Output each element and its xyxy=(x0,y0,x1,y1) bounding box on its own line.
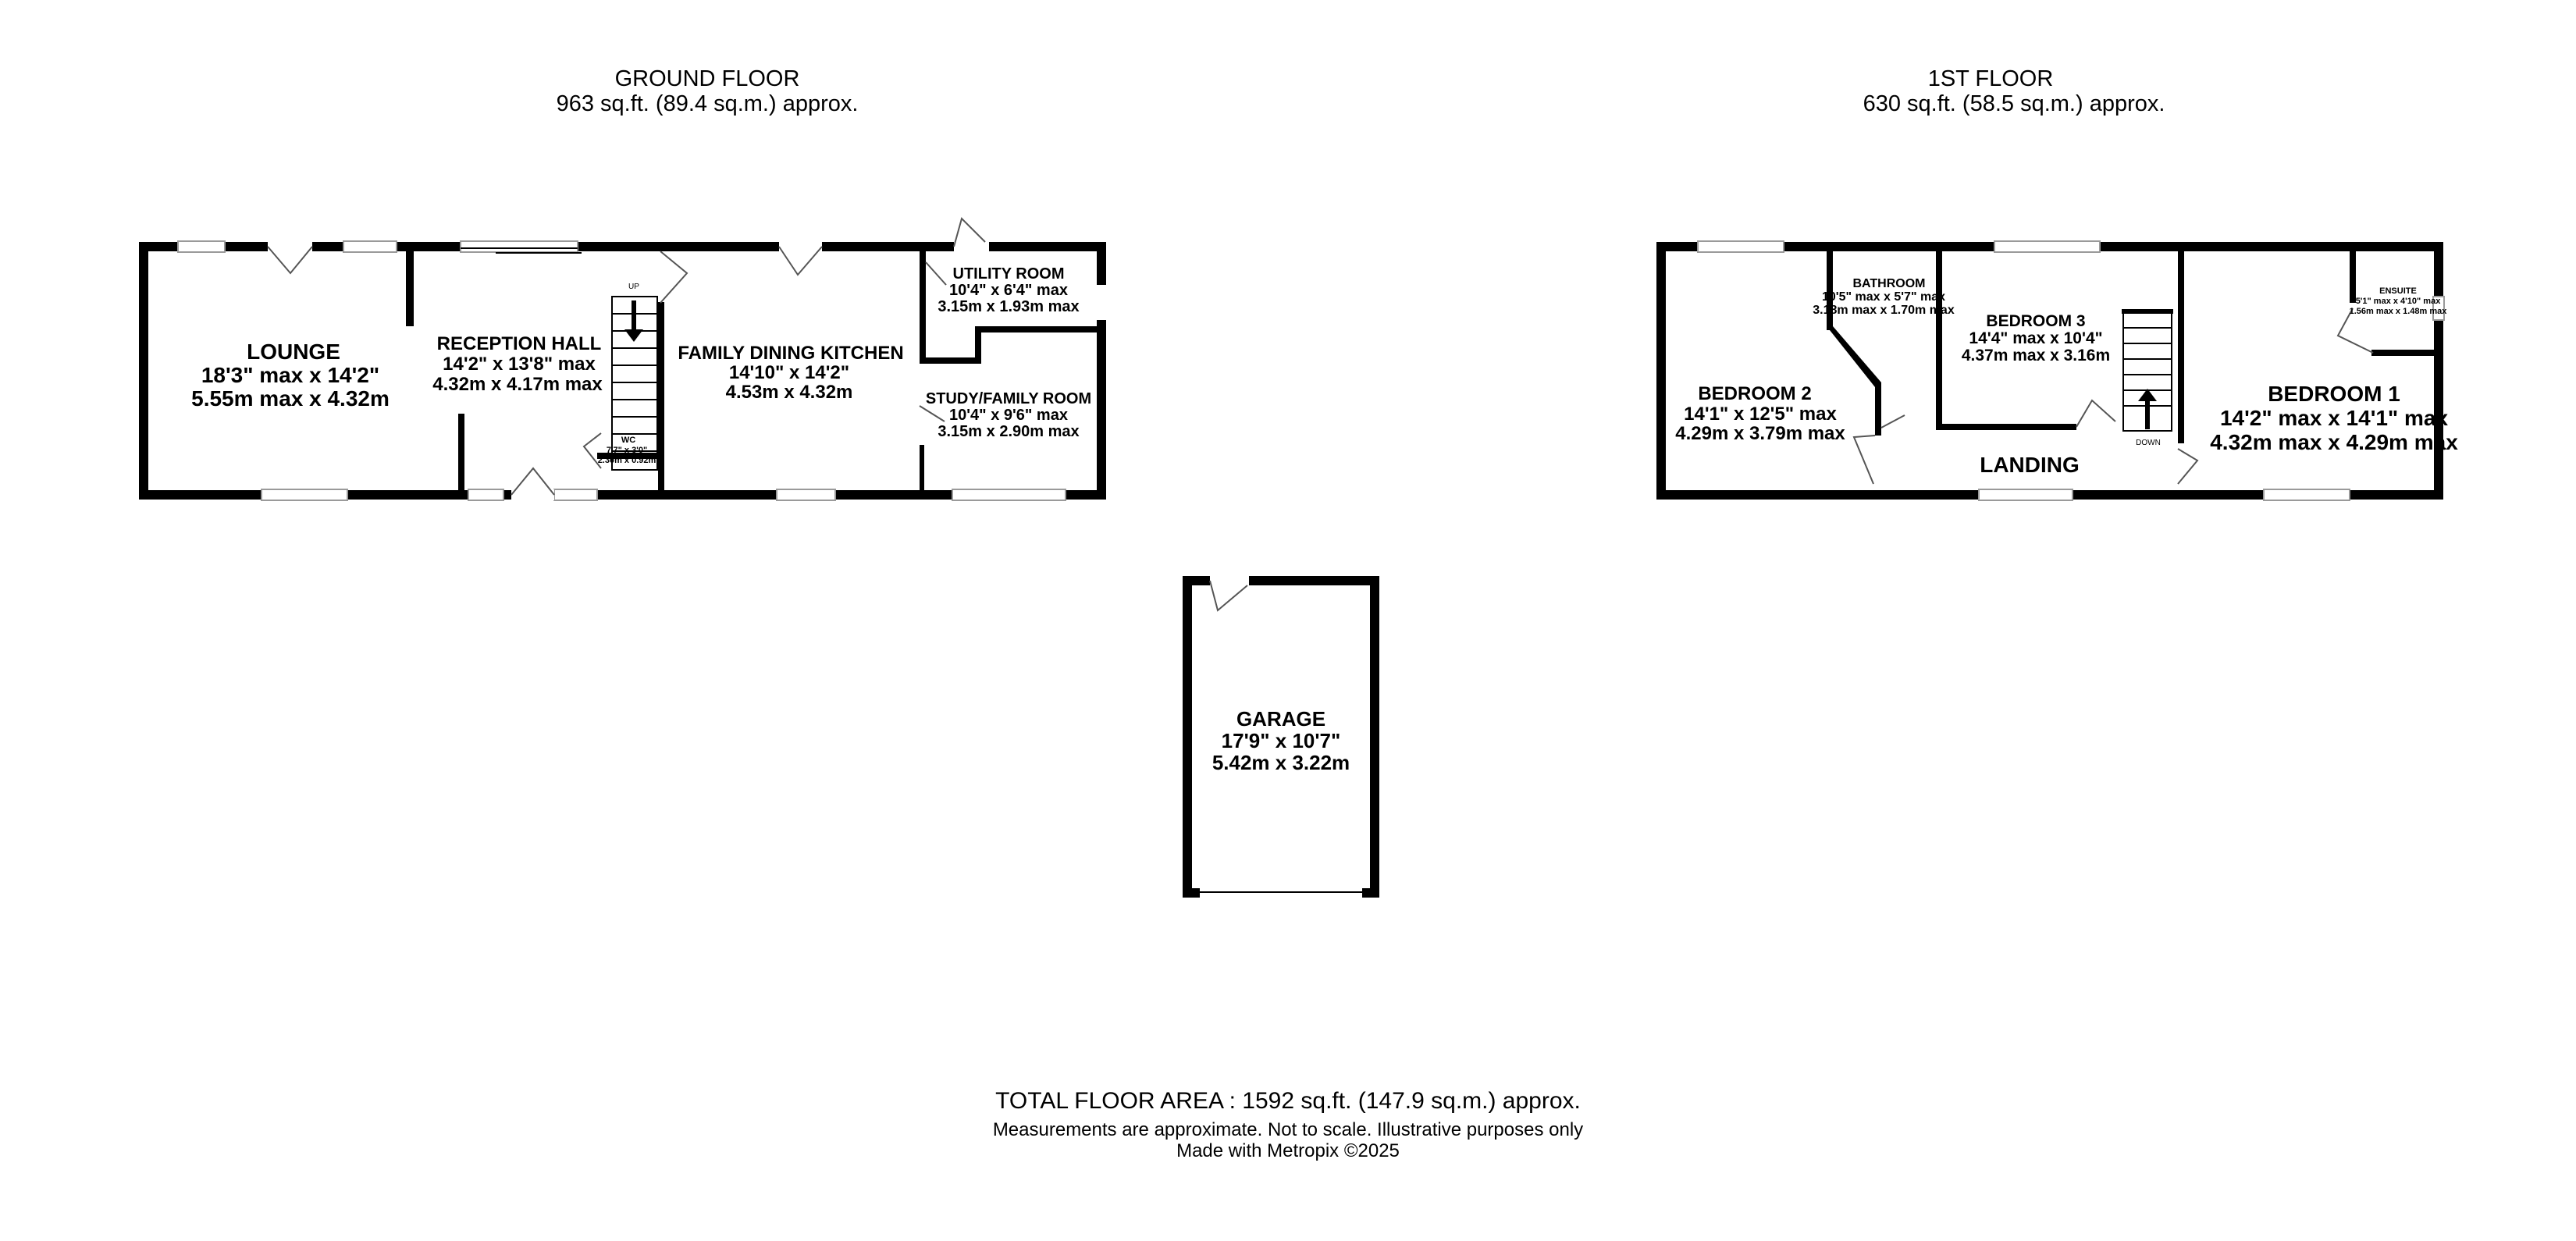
reception-hall-metric: 4.32m x 4.17m max xyxy=(432,374,603,395)
study-name: STUDY/FAMILY ROOM xyxy=(925,390,1092,407)
room-utility xyxy=(938,265,1079,315)
bathroom-name: BATHROOM xyxy=(1852,277,1926,290)
first-floor-plan xyxy=(1656,241,2458,500)
bedroom2-metric: 4.29m x 3.79m max xyxy=(1675,423,1845,444)
kitchen-metric: 4.53m x 4.32m xyxy=(725,382,853,403)
utility-imperial: 10'4" x 6'4" max xyxy=(949,282,1068,299)
garage-name: GARAGE xyxy=(1236,707,1326,731)
bedroom1-metric: 4.32m max x 4.29m max xyxy=(2210,430,2458,454)
wc-imperial: 7'7" x 3'0" xyxy=(606,446,648,455)
garage-imperial: 17'9" x 10'7" xyxy=(1221,729,1341,752)
bedroom1-name: BEDROOM 1 xyxy=(2268,382,2400,406)
reception-hall-name: RECEPTION HALL xyxy=(436,333,602,354)
lounge-metric: 5.55m max x 4.32m xyxy=(191,386,390,411)
room-study xyxy=(926,390,1091,440)
bedroom3-metric: 4.37m max x 3.16m xyxy=(1961,347,2111,364)
ensuite-imperial: 5'1" max x 4'10" max xyxy=(2355,297,2441,306)
stairs-down-label: DOWN xyxy=(2136,439,2161,447)
wc-name: WC xyxy=(621,436,636,445)
first-floor-title: 1ST FLOOR xyxy=(1927,66,2054,91)
lounge-name: LOUNGE xyxy=(247,340,340,364)
first-floor-area: 630 sq.ft. (58.5 sq.m.) approx. xyxy=(1863,91,2165,116)
stairs-up-label: UP xyxy=(628,283,639,291)
room-bedroom-2 xyxy=(1675,383,1845,444)
wc-metric: 2.30m x 0.92m xyxy=(597,456,656,465)
room-landing xyxy=(1980,453,2080,477)
study-imperial: 10'4" x 9'6" max xyxy=(949,407,1068,424)
ground-floor-title: GROUND FLOOR xyxy=(614,66,800,91)
garage-plan xyxy=(1183,575,1379,898)
kitchen-imperial: 14'10" x 14'2" xyxy=(728,362,850,383)
ensuite-metric: 1.56m max x 1.48m max xyxy=(2349,307,2447,316)
first-floor-stairs xyxy=(2122,309,2173,447)
room-bathroom xyxy=(1813,277,1955,317)
bedroom2-name: BEDROOM 2 xyxy=(1698,383,1812,404)
credit: Made with Metropix ©2025 xyxy=(1176,1140,1400,1161)
landing-name: LANDING xyxy=(1980,453,2080,477)
lounge-imperial: 18'3" max x 14'2" xyxy=(201,363,380,387)
room-ensuite xyxy=(2350,286,2448,316)
room-bedroom-1 xyxy=(2210,382,2458,454)
room-reception-hall xyxy=(432,333,603,395)
kitchen-name: FAMILY DINING KITCHEN xyxy=(678,343,904,364)
ensuite-name: ENSUITE xyxy=(2379,286,2417,296)
garage-metric: 5.42m x 3.22m xyxy=(1212,751,1350,774)
study-metric: 3.15m x 2.90m max xyxy=(938,423,1080,440)
ground-floor-plan xyxy=(139,219,1107,500)
bedroom2-imperial: 14'1" x 12'5" max xyxy=(1684,404,1837,425)
reception-hall-imperial: 14'2" x 13'8" max xyxy=(443,354,596,375)
utility-name: UTILITY ROOM xyxy=(952,265,1065,283)
bathroom-metric: 3.18m max x 1.70m max xyxy=(1813,304,1955,317)
room-lounge xyxy=(191,340,390,411)
bedroom1-imperial: 14'2" max x 14'1" max xyxy=(2219,406,2449,430)
bedroom3-imperial: 14'4" max x 10'4" xyxy=(1969,329,2103,347)
disclaimer: Measurements are approximate. Not to scale. Illustrative purposes only xyxy=(992,1119,1584,1140)
bedroom3-name: BEDROOM 3 xyxy=(1986,312,2086,330)
room-bedroom-3 xyxy=(1962,312,2110,364)
room-family-dining-kitchen xyxy=(678,343,903,403)
ground-floor-area: 963 sq.ft. (89.4 sq.m.) approx. xyxy=(556,91,859,116)
bathroom-imperial: 10'5" max x 5'7" max xyxy=(1822,290,1945,304)
total-floor-area: TOTAL FLOOR AREA : 1592 sq.ft. (147.9 sq.m.) approx. xyxy=(995,1088,1581,1114)
utility-metric: 3.15m x 1.93m max xyxy=(938,298,1080,315)
